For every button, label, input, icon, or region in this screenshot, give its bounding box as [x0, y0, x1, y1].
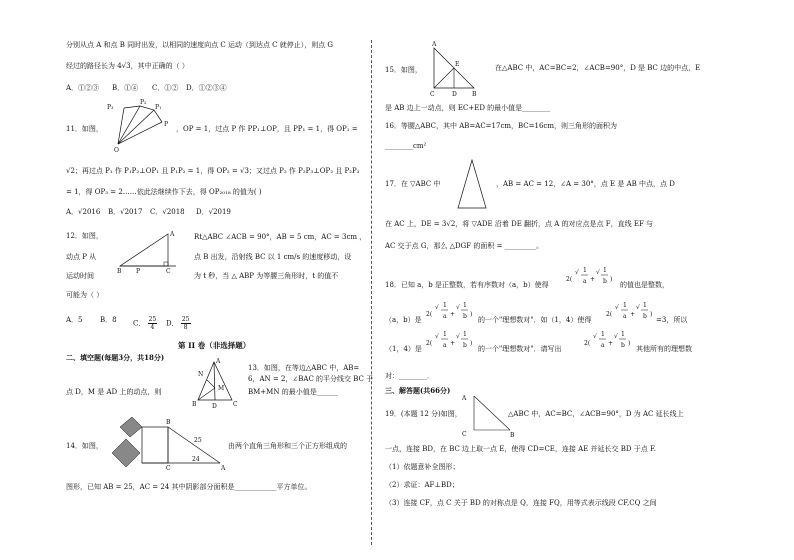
q11-option-d: D．√2019	[196, 208, 231, 216]
q13-label-c: C	[233, 401, 238, 408]
q12-option-b: B．8	[100, 316, 117, 324]
svg-text:+: +	[608, 340, 614, 347]
svg-text:2(: 2(	[584, 340, 591, 347]
q19-step-3: （3）连接 CF，点 C 关于 BD 的对称点是 Q，连接 FQ，用等式表示线段 CF,CQ 之间	[385, 499, 657, 507]
q11-label-p1: P₁	[155, 104, 162, 111]
q12-condition-2: 点 B 出发，沿射线 BC 以 1 cm/s 的速度移动，设	[194, 253, 352, 261]
column-divider	[371, 40, 372, 545]
q12-option-c-label: C．	[133, 319, 146, 328]
svg-text:a: a	[443, 342, 447, 349]
svg-text:): )	[650, 311, 653, 318]
q16-line-1: 16．等腰△ABC，其中 AB=AC=17cm，BC=16cm，则三角形的面积为	[385, 122, 617, 130]
q11-option-c: C．√2018	[150, 208, 185, 216]
q13-label-a: A	[216, 358, 221, 365]
svg-text:b: b	[463, 313, 467, 320]
q18-line-2b: 的一个"理想数对"．如（1，4）使得	[478, 316, 592, 324]
q12-condition: Rt△ABC ∠ACB = 90°，AB = 5 cm，AC = 3cm ，	[194, 233, 367, 241]
svg-text:): )	[470, 340, 473, 347]
svg-text:1: 1	[603, 267, 607, 274]
fill-section-title: 二、填空题(每题3分，共18分)	[66, 353, 165, 362]
svg-text:2(: 2(	[426, 340, 433, 347]
q14-line-2: 图形，已知 AB = 25，AC = 24 其中阴影部分面积是____________平方单位。	[66, 483, 312, 491]
svg-text:b: b	[463, 342, 467, 349]
q18-expression-5	[584, 329, 636, 357]
q18-line-2c: =3，所以	[656, 316, 688, 324]
svg-text:2(: 2(	[606, 311, 613, 318]
q16-line-2: ________cm²	[385, 142, 427, 150]
q15-label-e: E	[455, 61, 460, 68]
svg-text:+: +	[450, 311, 456, 318]
svg-text:a: a	[601, 342, 605, 349]
q19-line-1: △ABC 中，AC=BC，∠ACB=90°，D 为 AC 延长线上	[508, 410, 684, 418]
solve-section-title: 三、解答题(共66分)	[385, 386, 451, 395]
q18-line-3a: （1，4）是	[385, 345, 422, 353]
q11-option-a: A．√2016	[66, 208, 101, 216]
q15-label-a: A	[432, 41, 437, 48]
q13-label-n: N	[198, 371, 204, 378]
intro-line-1: 分别从点 A 和点 B 同时出发，以相同的速度向点 C 运动（到达点 C 就停止），则点 G	[66, 41, 334, 49]
q11-line-3: = 1，得 OP₃ = 2……依此法继续作下去，得 OP₂₀₁₈ 的值为( )	[66, 188, 262, 196]
q17-line-3: AC 交于点 G，那么 △DGF 的面积 = _________。	[385, 242, 544, 250]
q12-option-d-fraction: $\frac{25}{8}$	[181, 316, 190, 331]
q12-label-b: B	[117, 268, 122, 275]
q11-label-p2: P₂	[140, 99, 147, 106]
q18-expression-3	[606, 300, 658, 328]
q11-label-o: O	[114, 147, 119, 154]
q15-label-d: D	[452, 91, 457, 98]
svg-text:√: √	[435, 333, 439, 340]
svg-text:1: 1	[583, 267, 587, 274]
intro-option-c: C．①②	[152, 84, 179, 92]
q19-line-2: 一点，连接 BD，在 BC 边上取一点 E，使得 CD=CE，连接 AE 并延长交 BD 于点 F.	[385, 445, 656, 453]
q18-line-1: 18．已知 a，b 是正整数，若有序数对（a，b）使得	[385, 281, 549, 289]
svg-text:√: √	[615, 304, 619, 311]
q11-figure	[102, 99, 174, 154]
q12-line-4: 可能为（ ）	[66, 291, 104, 299]
svg-text:√: √	[575, 269, 579, 276]
q18-line-3c: 其他所有的理想数	[636, 345, 692, 353]
q11-label-p3: P₃	[107, 104, 114, 111]
svg-text:): )	[628, 340, 631, 347]
q14-label-c: C	[166, 465, 171, 472]
q18-line-1b: 的值也是整数，	[620, 281, 669, 289]
q19-label-b: B	[510, 432, 515, 439]
q15-line-2: 是 AB 边上一动点，则 EC+ED 的最小值是________	[385, 104, 551, 112]
q12-line-2: 动点 P 从	[66, 253, 97, 261]
q12-figure	[116, 230, 180, 275]
svg-text:1: 1	[463, 302, 467, 309]
q17-figure	[452, 156, 492, 212]
svg-text:√: √	[435, 304, 439, 311]
svg-text:1: 1	[623, 302, 627, 309]
q18-line-4: 对：________．	[385, 372, 434, 380]
svg-text:1: 1	[643, 302, 647, 309]
svg-text:1: 1	[601, 331, 605, 338]
q14-figure	[108, 415, 226, 471]
svg-text:1: 1	[443, 331, 447, 338]
svg-text:1: 1	[463, 331, 467, 338]
svg-text:√: √	[636, 304, 640, 311]
svg-text:): )	[470, 311, 473, 318]
q15-label-b: B	[472, 91, 477, 98]
q14-label-b: B	[166, 419, 171, 426]
svg-text:+: +	[590, 276, 596, 283]
q14-label: 14．如图，	[66, 442, 103, 450]
svg-text:a: a	[623, 313, 627, 320]
q12-option-d-label: D．	[166, 319, 179, 328]
svg-text:+: +	[630, 311, 636, 318]
q14-label-a: A	[221, 465, 226, 472]
svg-text:√: √	[596, 269, 600, 276]
intro-option-b: B．①④	[112, 84, 139, 92]
intro-option-d: D．①②③④	[186, 84, 227, 92]
q11-line-2: √2；再过点 P₁ 作 P₁P₂⊥OP₁ 且 P₁P₂ = 1，得 OP₂ = √3；又过点 P₂ 作 P₂P₃⊥OP₂ 且 P₂P₃	[66, 167, 360, 175]
svg-text:√: √	[614, 333, 618, 340]
svg-text:): )	[610, 276, 613, 283]
q14-label-24: 24	[192, 456, 200, 463]
svg-text:2(: 2(	[566, 276, 573, 283]
q11-line-1b: ，OP = 1，过点 P 作 PP₁⊥OP，且 PP₁ = 1，得 OP₁ =	[176, 125, 358, 133]
q13-label-b: B	[192, 401, 197, 408]
q18-expression-2	[426, 300, 478, 328]
q18-expression-4	[426, 329, 478, 357]
q13-figure	[194, 358, 246, 410]
q17-line-2: 在 AC 上，DE = 3√2，将 ▽ADE 沿着 DE 翻折，点 A 的对应点是点 F，直线 EF 与	[385, 220, 654, 228]
q18-expression-1	[566, 265, 618, 293]
svg-text:√: √	[456, 304, 460, 311]
svg-text:2(: 2(	[426, 311, 433, 318]
q18-line-2a: （a，b）是	[385, 316, 422, 324]
q12-condition-3: 为 t 秒，当 △ ABP 为等腰三角形时，t 的值不	[194, 272, 339, 280]
q12-label-c: C	[166, 268, 171, 275]
q15-label: 15．如图，	[385, 66, 422, 74]
q13-label-d: D	[212, 403, 217, 410]
q15-label-c: C	[430, 91, 435, 98]
q12-option-d	[166, 316, 191, 331]
q13-label-m: M	[218, 385, 225, 392]
q13-left-text: 点 D，M 是 AD 上的动点，则	[66, 388, 162, 396]
q19-label-c: C	[462, 431, 467, 438]
svg-text:√: √	[593, 333, 597, 340]
q19-step-1: （1）依题意补全图形；	[385, 463, 460, 471]
q11-label: 11．如图，	[66, 125, 103, 133]
svg-text:1: 1	[621, 331, 625, 338]
q12-label-p: P	[136, 268, 141, 275]
q13-line-3: BM+MN 的最小值是______	[248, 388, 338, 396]
q18-line-3b: 的一个"理想数对"．请写出	[478, 345, 562, 353]
q19-label: 19．(本题 12 分)如图，	[385, 410, 462, 418]
svg-text:√: √	[456, 333, 460, 340]
q12-line-3: 运动时间	[66, 272, 94, 280]
q17-label: 17．在 ▽ABC 中	[385, 180, 441, 188]
svg-text:+: +	[450, 340, 456, 347]
svg-text:b: b	[643, 313, 647, 320]
q19-step-2: （2）求证：AF⊥BD；	[385, 481, 459, 489]
q15-line-1: 在△ABC 中，AC=BC=2，∠ACB=90°，D 是 BC 边的中点，E	[495, 64, 701, 72]
q12-label: 12．如图，	[66, 232, 103, 240]
q12-label-a: A	[170, 231, 175, 238]
q17-line-1: ，AB = AC = 12，∠A = 30°，点 E 是 AB 中点，点 D	[496, 180, 675, 188]
q12-option-a: A．5	[66, 316, 83, 324]
q11-option-b: B．√2017	[108, 208, 143, 216]
svg-text:a: a	[583, 278, 587, 285]
q12-option-c	[133, 316, 157, 331]
svg-text:1: 1	[443, 302, 447, 309]
q14-right-text: 由两个直角三角形和三个正方形组成的	[228, 442, 347, 450]
q11-label-p: P	[164, 121, 169, 128]
svg-text:b: b	[603, 278, 607, 285]
part-2-title: 第 II 卷（非选择题）	[178, 341, 251, 350]
intro-line-2: 经过的路径长为 4√3，其中正确的（ ）	[66, 62, 189, 70]
q13-line-1: 13．如图，在等边△ABC 中，AB=	[248, 364, 360, 372]
intro-option-a: A．①②③	[66, 84, 100, 92]
q19-label-a: A	[462, 395, 467, 402]
q12-option-c-fraction: $\frac{25}{4}$	[148, 316, 157, 331]
q13-line-2: 6，AN = 2，∠BAC 的平分线交 BC 于	[248, 375, 374, 383]
svg-text:b: b	[621, 342, 625, 349]
q14-label-25: 25	[194, 437, 202, 444]
svg-text:a: a	[443, 313, 447, 320]
q15-figure	[424, 42, 484, 100]
